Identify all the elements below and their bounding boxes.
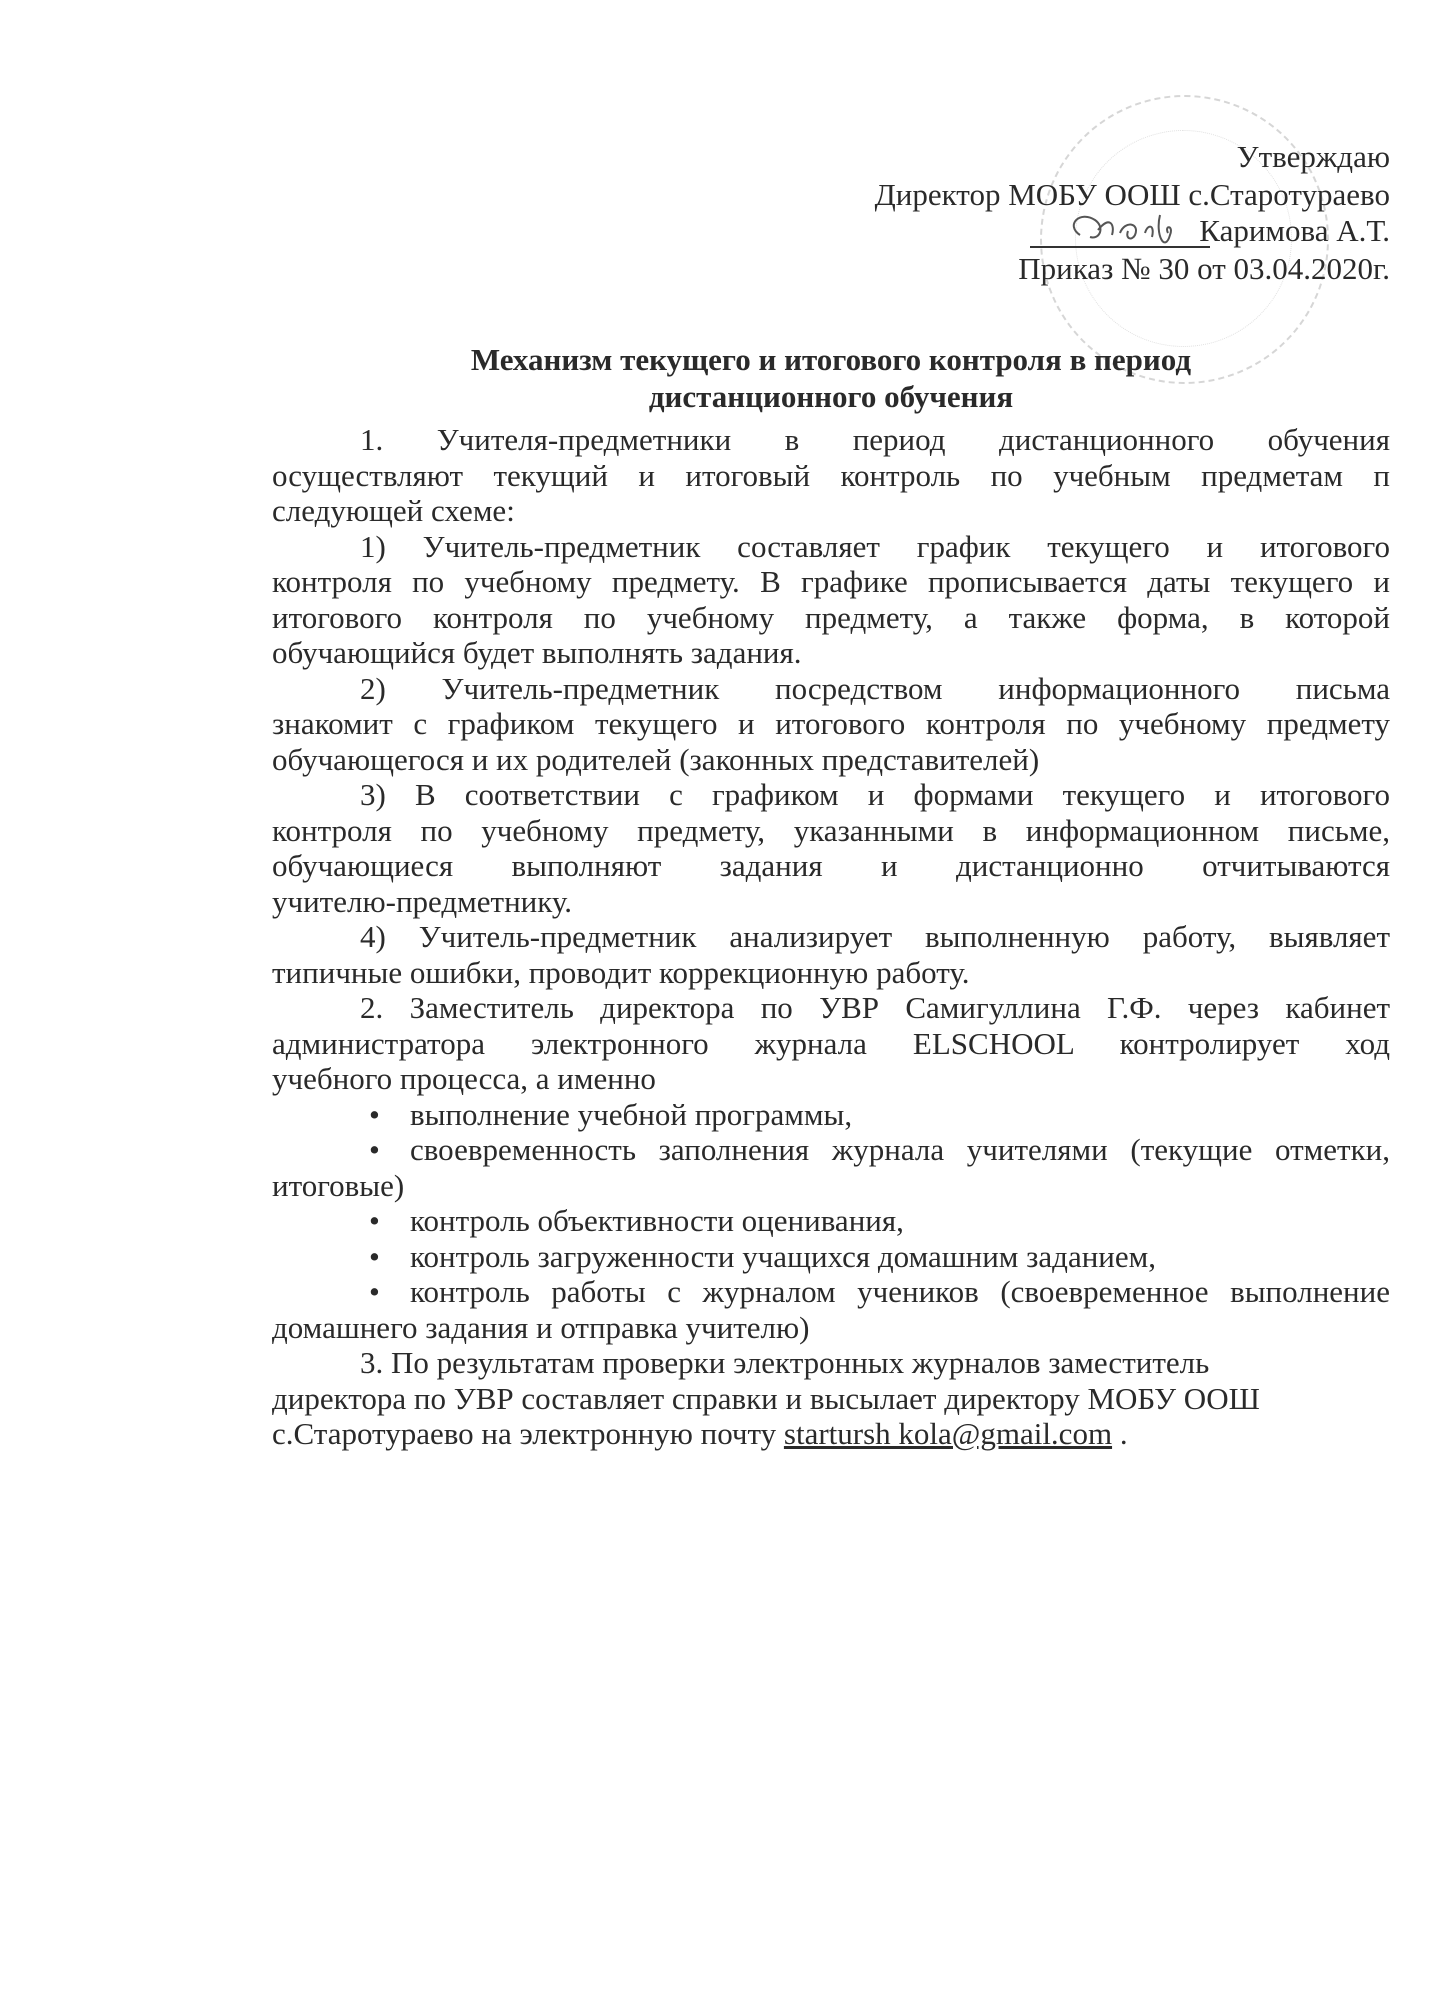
approval-heading: Утверждаю (1236, 139, 1390, 174)
bullet-item (272, 1097, 1390, 1133)
text-line (272, 1310, 1390, 1346)
text-line (272, 990, 1390, 1026)
bullet-item (272, 1239, 1390, 1275)
text-line (272, 848, 1390, 884)
line-text: следующей схеме: (272, 493, 515, 528)
email-link[interactable]: startursh kola@gmail.com (783, 1416, 1113, 1451)
text-line (272, 919, 1390, 955)
approval-position: Директор МОБУ ООШ с.Старотураево (874, 177, 1390, 212)
final-paragraph (272, 1345, 1390, 1452)
text-line (272, 706, 1390, 742)
text-line (272, 884, 1390, 920)
line-text: итогового контроля по учебному предмету, а также форма, в которой (272, 599, 1390, 635)
text-line (272, 1239, 1390, 1275)
text-line: 3. По результатам проверки электронных журналов заместитель (360, 1345, 1210, 1380)
text-line (272, 600, 1390, 636)
bullet-icon: • (369, 1274, 380, 1309)
text-line (272, 1203, 1390, 1239)
line-text: типичные ошибки, проводит коррекционную работу. (272, 954, 970, 990)
line-text: администратора электронного журнала ELSCHOOL контролирует ход (272, 1025, 1390, 1061)
text-line (272, 529, 1390, 565)
text-line (272, 458, 1390, 494)
paragraph (272, 671, 1390, 778)
text-line (272, 1168, 1390, 1204)
line-text: 1) Учитель-предметник составляет график текущего и итогового (360, 528, 1390, 564)
text-line (272, 1097, 1390, 1133)
text-line (272, 635, 1390, 671)
text-line (272, 1026, 1390, 1062)
text-line (272, 422, 1390, 458)
line-text: учебного процесса, а именно (272, 1061, 656, 1096)
line-text: 1. Учителя-предметники в период дистанционного обучения (360, 422, 1390, 457)
title-line-2: дистанционного обучения (648, 379, 1014, 414)
document-title (272, 341, 1390, 415)
text-line (272, 1061, 1390, 1097)
line-text: выполнение учебной программы, (410, 1096, 853, 1132)
order-reference: Приказ № 30 от 03.04.2020г. (1018, 251, 1390, 286)
line-text: 2. Заместитель директора по УВР Самигуллина Г.Ф. через кабинет (360, 990, 1390, 1025)
line-text: обучающийся будет выполнять задания. (272, 635, 802, 670)
bullet-icon: • (369, 1238, 380, 1274)
title-line-1: Механизм текущего и итогового контроля в период (470, 342, 1192, 377)
line-text: знакомит с графиком текущего и итогового контроля по учебному предмету (272, 706, 1390, 741)
text-line (272, 1274, 1390, 1310)
handwritten-signature (1060, 205, 1200, 255)
line-text: домашнего задания и отправка учителю) (272, 1309, 810, 1345)
paragraph (272, 422, 1390, 529)
text-line (272, 777, 1390, 813)
line-text: контроль загруженности учащихся домашним заданием, (410, 1238, 1157, 1274)
text-line (272, 955, 1390, 991)
text-line (272, 742, 1390, 778)
bullet-item (272, 1274, 1390, 1345)
text-line (272, 564, 1390, 600)
paragraph (272, 919, 1390, 990)
paragraph (272, 777, 1390, 919)
line-text: осуществляют текущий и итоговый контроль по учебным предметам п (272, 457, 1390, 493)
bullet-item (272, 1132, 1390, 1203)
text-line (272, 1416, 1390, 1452)
bullet-item (272, 1203, 1390, 1239)
text-line (272, 493, 1390, 529)
document-body (272, 422, 1390, 1452)
line-text: итоговые) (272, 1167, 405, 1203)
line-text: . (1112, 1416, 1128, 1451)
line-text: своевременность заполнения журнала учителями (текущие отметки, (410, 1132, 1390, 1167)
line-text: контроль объективности оценивания, (410, 1203, 904, 1238)
line-text: обучающегося и их родителей (законных представителей) (272, 741, 1040, 777)
bullet-icon: • (369, 1203, 380, 1238)
paragraph (272, 990, 1390, 1097)
text-line (272, 813, 1390, 849)
line-text: с.Старотураево на электронную почту (272, 1416, 784, 1451)
text-line (272, 671, 1390, 707)
line-text: 3) В соответствии с графиком и формами текущего и итогового (360, 777, 1390, 812)
line-text: 2) Учитель-предметник посредством информационного письма (360, 670, 1390, 706)
line-text: контроль работы с журналом учеников (своевременное выполнение (410, 1274, 1390, 1309)
paragraph (272, 529, 1390, 671)
text-line: директора по УВР составляет справки и высылает директору МОБУ ООШ (272, 1380, 1260, 1416)
line-text: контроля по учебному предмету. В графике прописывается даты текущего и (272, 564, 1390, 599)
line-text: учителю-предметнику. (272, 883, 573, 919)
bullet-icon: • (369, 1132, 380, 1167)
line-text: обучающиеся выполняют задания и дистанционно отчитываются (272, 848, 1390, 883)
bullet-icon: • (369, 1096, 380, 1132)
line-text: 4) Учитель-предметник анализирует выполненную работу, выявляет (360, 919, 1390, 954)
text-line (272, 1132, 1390, 1168)
approval-signatory: Каримова А.Т. (1199, 213, 1390, 248)
line-text: контроля по учебному предмету, указанными в информационном письме, (272, 812, 1390, 848)
